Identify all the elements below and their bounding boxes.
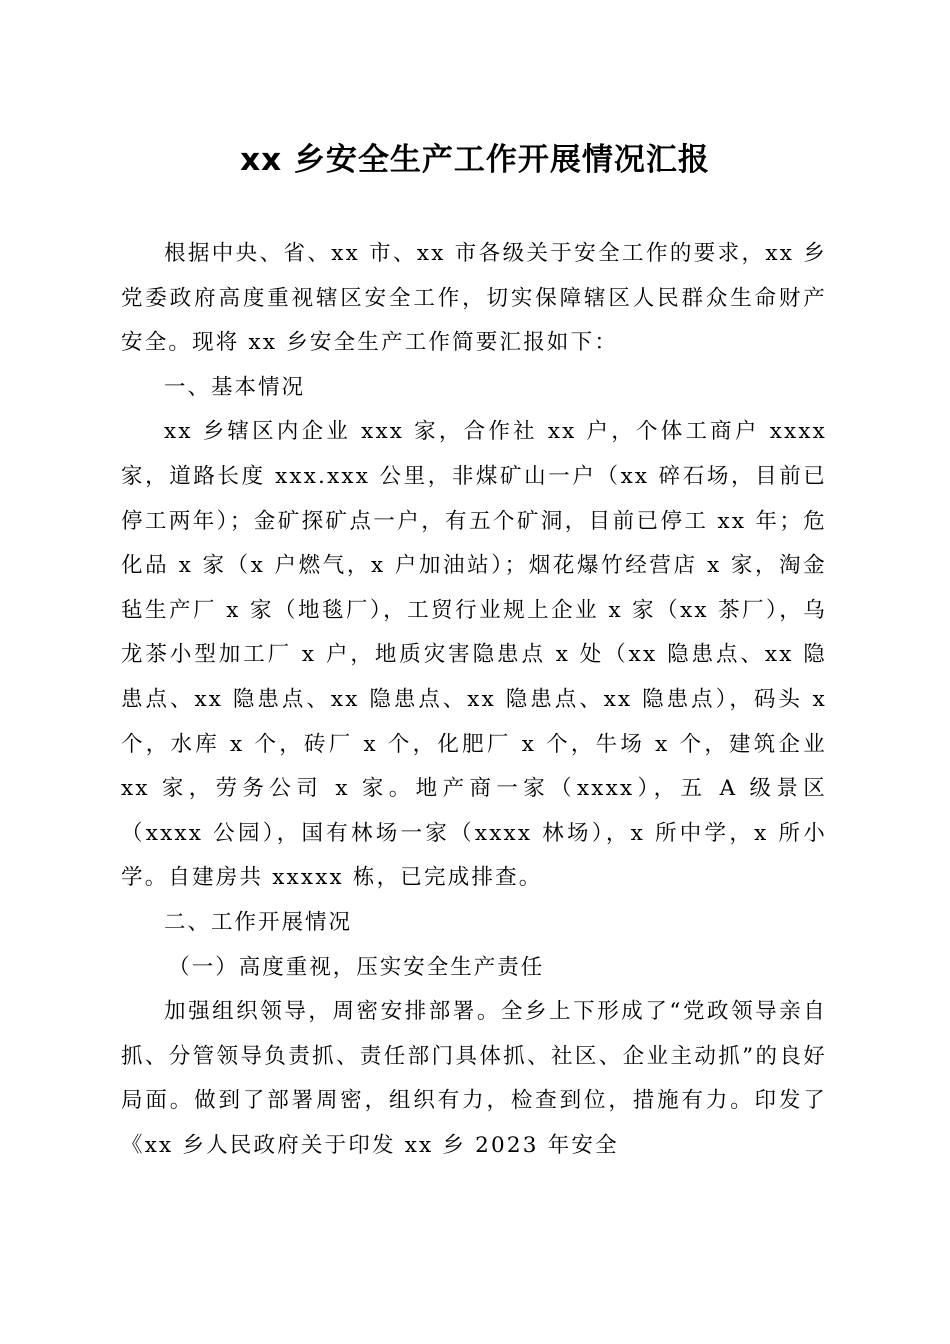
section-heading-basic-situation: 一、基本情况 [164, 374, 306, 400]
section-heading-work-progress: 二、工作开展情况 [164, 909, 353, 935]
responsibility-paragraph: 加强组织领导，周密安排部署。全乡上下形成了“党政领导亲自抓、分管领导负责抓、责任部门具体抓、社区、企业主动抓”的良好局面。做到了部署周密，组织有力，检查到位，措施有力。印发了《xx 乡人民政府关于印发 xx 乡 2023 年安全 [121, 999, 827, 1158]
basic-situation-paragraph: xx 乡辖区内企业 xxx 家，合作社 xx 户，个体工商户 xxxx 家，道路长度 xxx.xxx 公里，非煤矿山一户（xx 碎石场，目前已停工两年）；金矿探矿点一户，有五个矿洞，目前已停工 xx 年；危化品 x 家（x 户燃气，x 户加油站）；烟花爆竹经营店 x 家，淘金毡生产厂 x 家（地毯厂），工贸行业规上企业 x 家（xx 茶厂），乌龙茶小型加工厂 x 户，地质灾害隐患点 x 处（xx 隐患点、xx 隐患点、xx 隐患点、xx 隐患点、xx 隐患点、xx 隐患点），码头 x 个，水库 x 个，砖厂 x 个，化肥厂 x 个，牛场 x 个，建筑企业 xx 家，劳务公司 x 家。地产商一家（xxxx），五 A 级景区（xxxx 公园），国有林场一家（xxxx 林场），x 所中学，x 所小学。自建房共 xxxxx 栋，已完成排查。 [121, 419, 827, 891]
document-title: xx 乡安全生产工作开展情况汇报 [240, 142, 710, 178]
document-body [121, 232, 827, 1168]
intro-paragraph: 根据中央、省、xx 市、xx 市各级关于安全工作的要求，xx 乡党委政府高度重视辖区安全工作，切实保障辖区人民群众生命财产安全。现将 xx 乡安全生产工作简要汇报如下： [121, 241, 827, 356]
subsection-heading-responsibility: （一）高度重视，压实安全生产责任 [168, 954, 545, 980]
